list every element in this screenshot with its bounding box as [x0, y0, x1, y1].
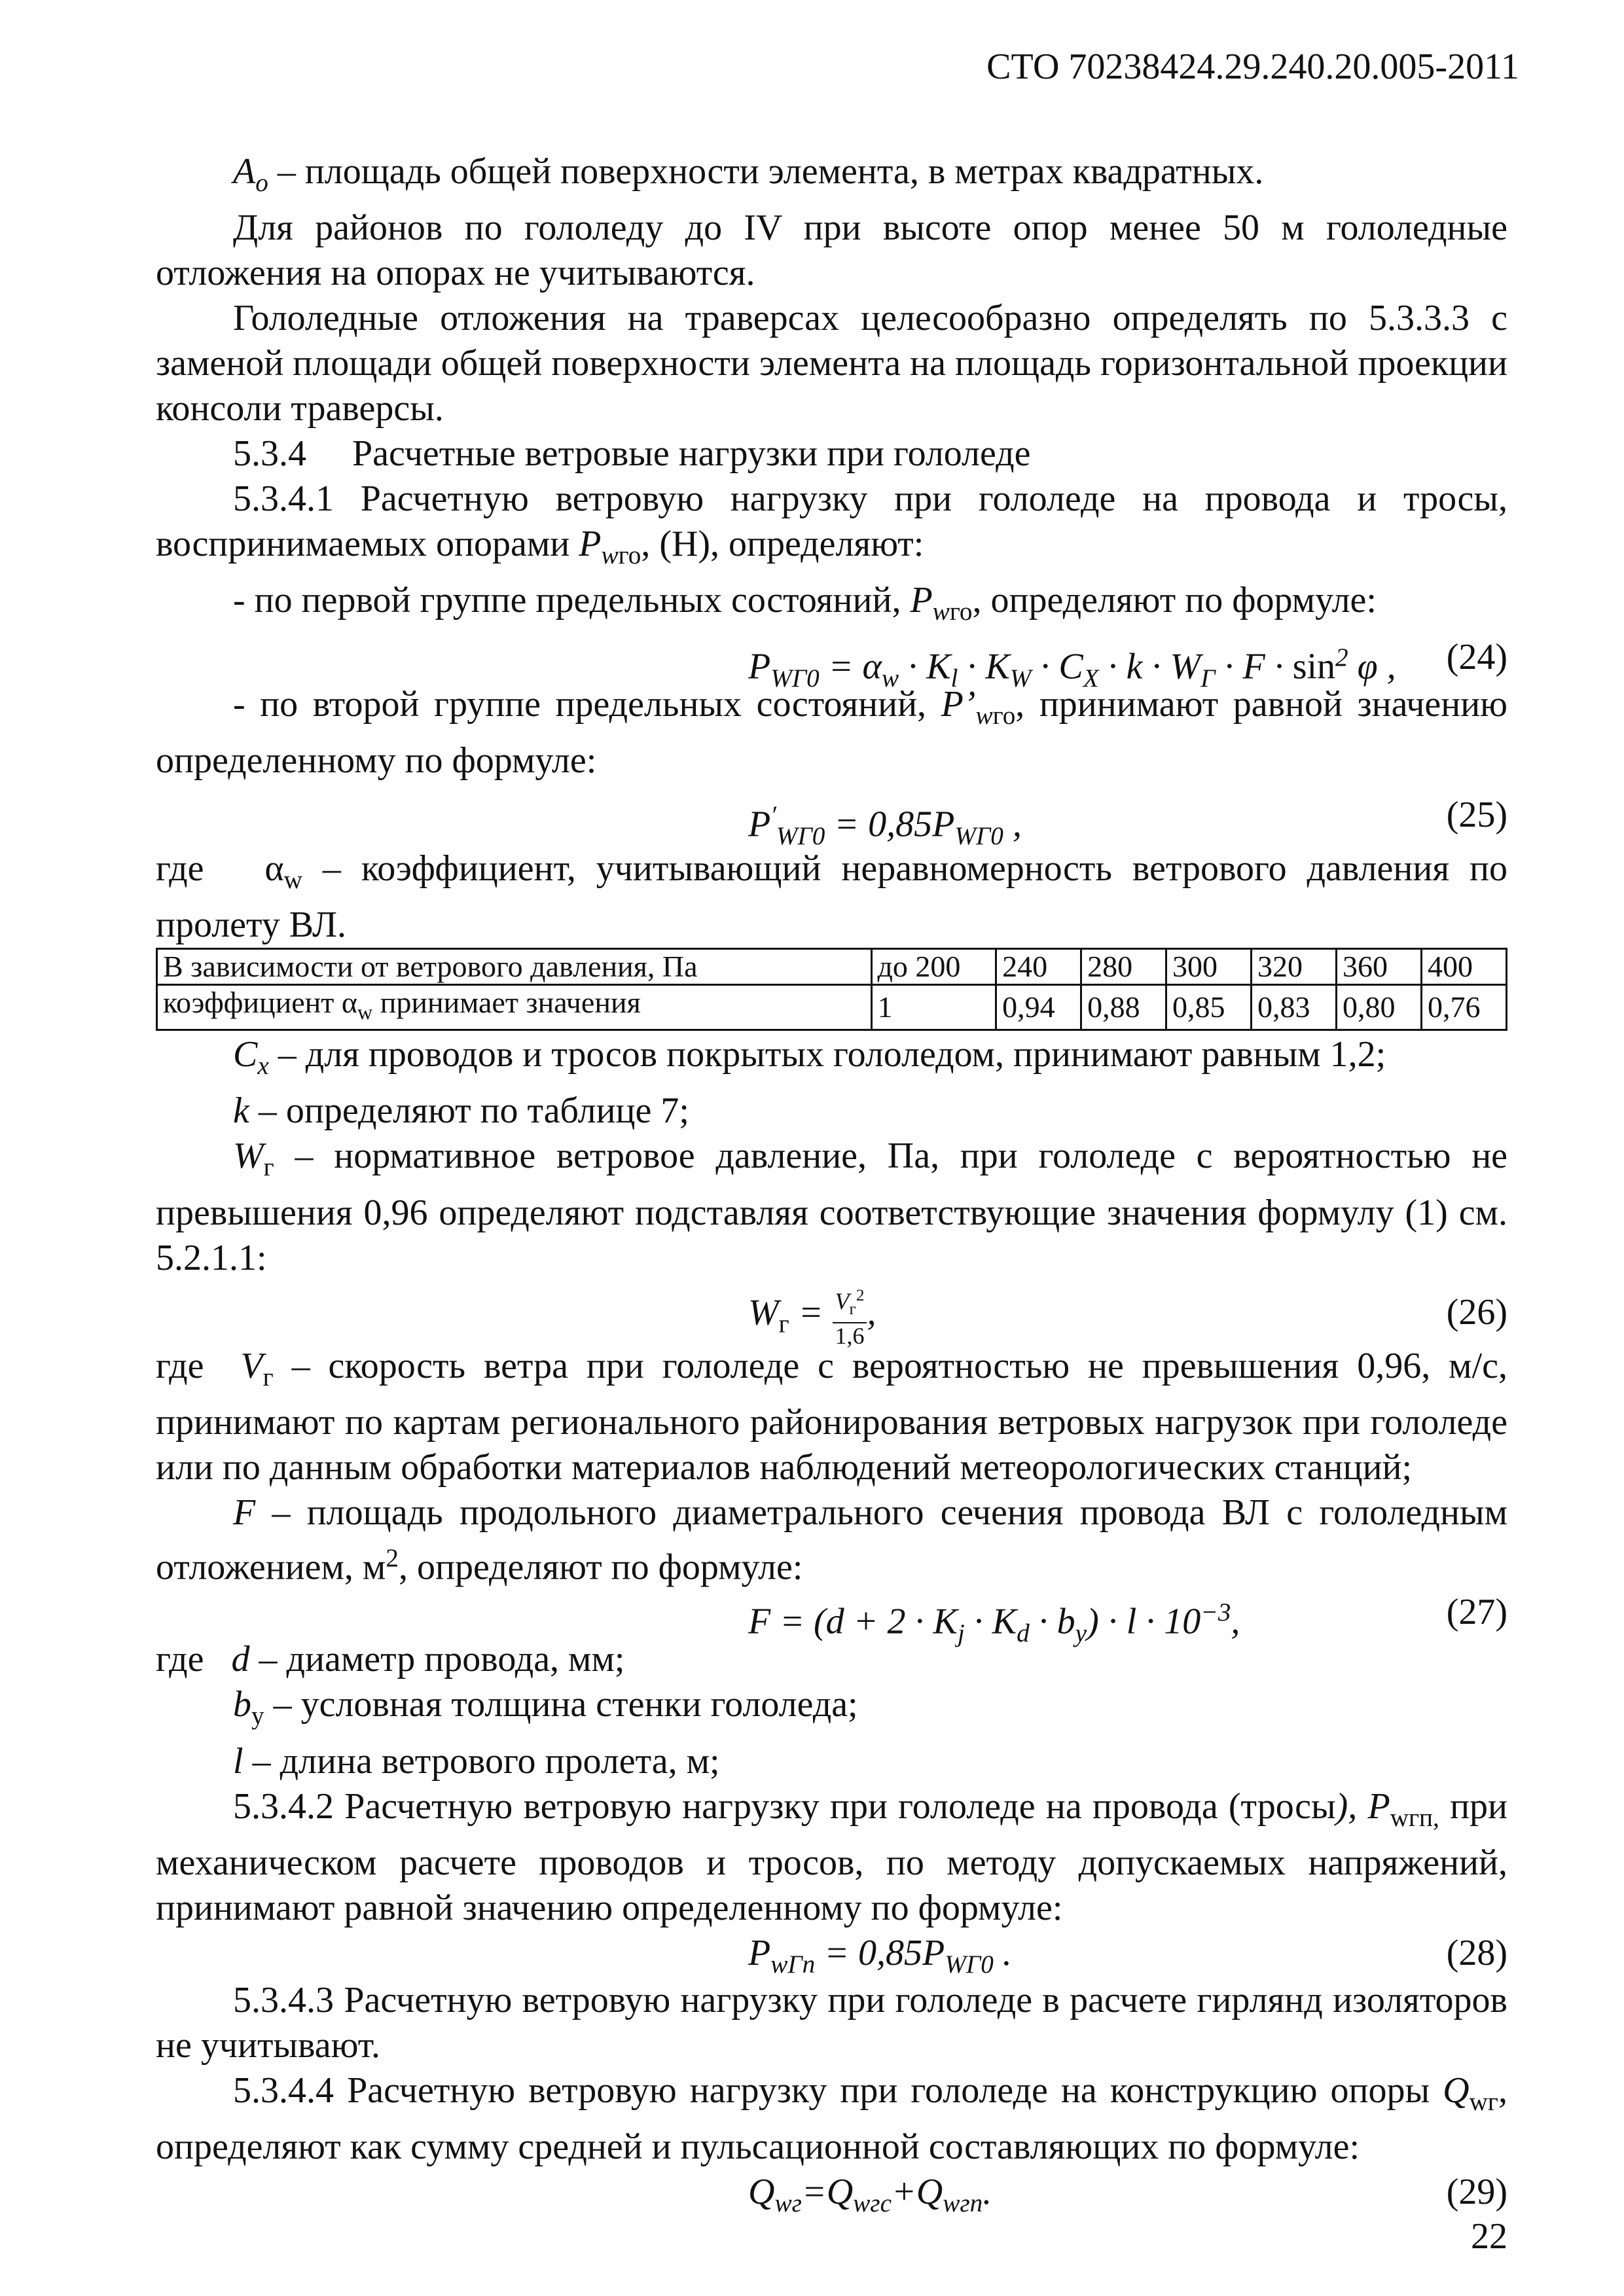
paragraph-by-definition: $b_у$ – условная толщина стенки гололеда;	[233, 1684, 858, 1731]
paragraph-5-3-4-2: 5.3.4.2 Расчетную ветровую нагрузку при гололеде на провода (тросы), $P_{wгп,}$ при механическом расчете проводов и тросов, по методу допускаемых напряжений, принимают равной значению определенному по формуле:	[156, 1785, 1508, 1928]
paragraph-k-definition: k – определяют по таблице 7;	[233, 1090, 689, 1132]
paragraph-vg-definition: где $V_г$ – скорость ветра при гололеде с вероятностью не превышения 0,96, м/с, принимают по картам регионального районирования ветровых нагрузок при гололеде или по данным обработки материалов наблюдений метеорологических станций;	[156, 1345, 1508, 1488]
paragraph-f-definition: F – площадь продольного диаметрального сечения провода ВЛ с гололедным отложением, $м^2$, определяют по формуле:	[156, 1492, 1508, 1588]
table-cell: коэффициент $\alpha_w$ принимает значения	[157, 984, 872, 1030]
table-cell: 360	[1336, 948, 1421, 984]
page-number: 22	[1471, 2216, 1507, 2257]
formula-24-number: (24)	[1446, 636, 1507, 677]
section-heading-5-3-4: 5.3.4 Расчетные ветровые нагрузки при гололеде	[233, 433, 1031, 475]
table-cell: 0,76	[1421, 984, 1506, 1030]
table-cell: 400	[1421, 948, 1506, 984]
formula-25-expression: $P'_{WГ0} = 0,85P_{WГ0}$ ,	[748, 800, 1022, 850]
paragraph-l-definition: l – длина ветрового пролета, м;	[233, 1740, 720, 1782]
formula-28-number: (28)	[1446, 1932, 1507, 1973]
aw-coefficient-table	[156, 948, 1507, 1031]
formula-24	[156, 635, 1507, 692]
formula-29-expression: $Q_{wг}=Q_{wгс}+Q_{wгп}$.	[748, 2171, 992, 2218]
table-cell: 0,85	[1166, 984, 1252, 1030]
table-cell: 0,94	[996, 984, 1081, 1030]
paragraph-5-3-4-4: 5.3.4.4 Расчетную ветровую нагрузку при гололеде на конструкцию опоры $Q_{wг}$, определяют как сумму средней и пульсационной составляющих по формуле:	[156, 2070, 1507, 2167]
table-row	[157, 948, 1507, 984]
table-cell: 0,88	[1081, 984, 1166, 1030]
formula-24-expression: $P_{WГ0} = \alpha_w \cdot K_l \cdot K_W \cdot C_X \cdot k \cdot W_Г \cdot F \cdot \sin^2 \varphi$ ,	[748, 643, 1396, 692]
document-code-header: СТО 70238424.29.240.20.005-2011	[986, 46, 1519, 87]
formula-26	[156, 1281, 1507, 1349]
formula-25	[156, 783, 1507, 850]
formula-25-number: (25)	[1446, 794, 1507, 835]
table-cell: 1	[871, 984, 996, 1030]
paragraph-cx-definition: $C_x$ – для проводов и тросов покрытых гололедом, принимают равным 1,2;	[233, 1034, 1386, 1081]
formula-27-expression: $F = (d + 2 \cdot K_j \cdot K_d \cdot b_y) \cdot l \cdot 10^{-3}$,	[748, 1598, 1240, 1648]
page-content	[156, 149, 1507, 2217]
symbol-ao: $A_о$	[233, 151, 268, 198]
paragraph-ice-regions: Для районов по гололеду до IV при высоте опор менее 50 м гололедные отложения на опорах не учитываются.	[156, 207, 1507, 294]
formula-26-expression: $W_г$ = $V_г^2$ 1,6 ,	[748, 1283, 876, 1348]
formula-28-expression: $P_{wГп} = 0,85P_{WГ0}$ .	[748, 1932, 1012, 1979]
paragraph-5-3-4-1: 5.3.4.1 Расчетную ветровую нагрузку при гололеде на провода и тросы, воспринимаемых опорами $P_{wго}$, (Н), определяют:	[156, 478, 1507, 570]
table-cell: В зависимости от ветрового давления, Па	[157, 948, 872, 984]
table-cell: до 200	[871, 948, 996, 984]
paragraph-wg-definition: $W_г$ – нормативное ветровое давление, Па, при гололеде с вероятностью не превышения 0,96 определяют подставляя соответствующие значения формулу (1) см. 5.2.1.1:	[156, 1136, 1508, 1278]
table-cell: 300	[1166, 948, 1252, 984]
table-cell: 240	[996, 948, 1081, 984]
table-cell: 320	[1252, 948, 1337, 984]
table-row	[157, 984, 1507, 1030]
formula-26-number: (26)	[1446, 1291, 1507, 1333]
paragraph-traverse-deposits: Гололедные отложения на траверсах целесообразно определять по 5.3.3.3 с заменой площади общей поверхности элемента на площадь горизонтальной проекции консоли траверсы.	[156, 298, 1507, 429]
paragraph-5-3-4-3: 5.3.4.3 Расчетную ветровую нагрузку при гололеде в расчете гирлянд изоляторов не учитывают.	[156, 1979, 1507, 2066]
formula-29	[156, 2170, 1507, 2217]
formula-27-number: (27)	[1446, 1592, 1507, 1633]
formula-28	[156, 1931, 1507, 1978]
paragraph-ao-definition: $A_о$ – площадь общей поверхности элемента, в метрах квадратных.	[233, 151, 1264, 198]
paragraph-d-definition: где d – диаметр провода, мм;	[156, 1639, 625, 1680]
bullet-first-group: - по первой группе предельных состояний, $P_{wго}$, определяют по формуле:	[233, 580, 1377, 626]
paragraph-aw-definition: где $\alpha_w$ – коэффициент, учитывающий неравномерность ветрового давления по пролету ВЛ.	[156, 848, 1507, 945]
table-cell: 0,83	[1252, 984, 1337, 1030]
formula-29-number: (29)	[1446, 2171, 1507, 2212]
table-cell: 280	[1081, 948, 1166, 984]
bullet-second-group: - по второй группе предельных состояний, $P’_{wго}$, принимают равной значению определенному по формуле:	[156, 683, 1508, 781]
table-cell: 0,80	[1336, 984, 1421, 1030]
formula-27	[156, 1590, 1507, 1648]
